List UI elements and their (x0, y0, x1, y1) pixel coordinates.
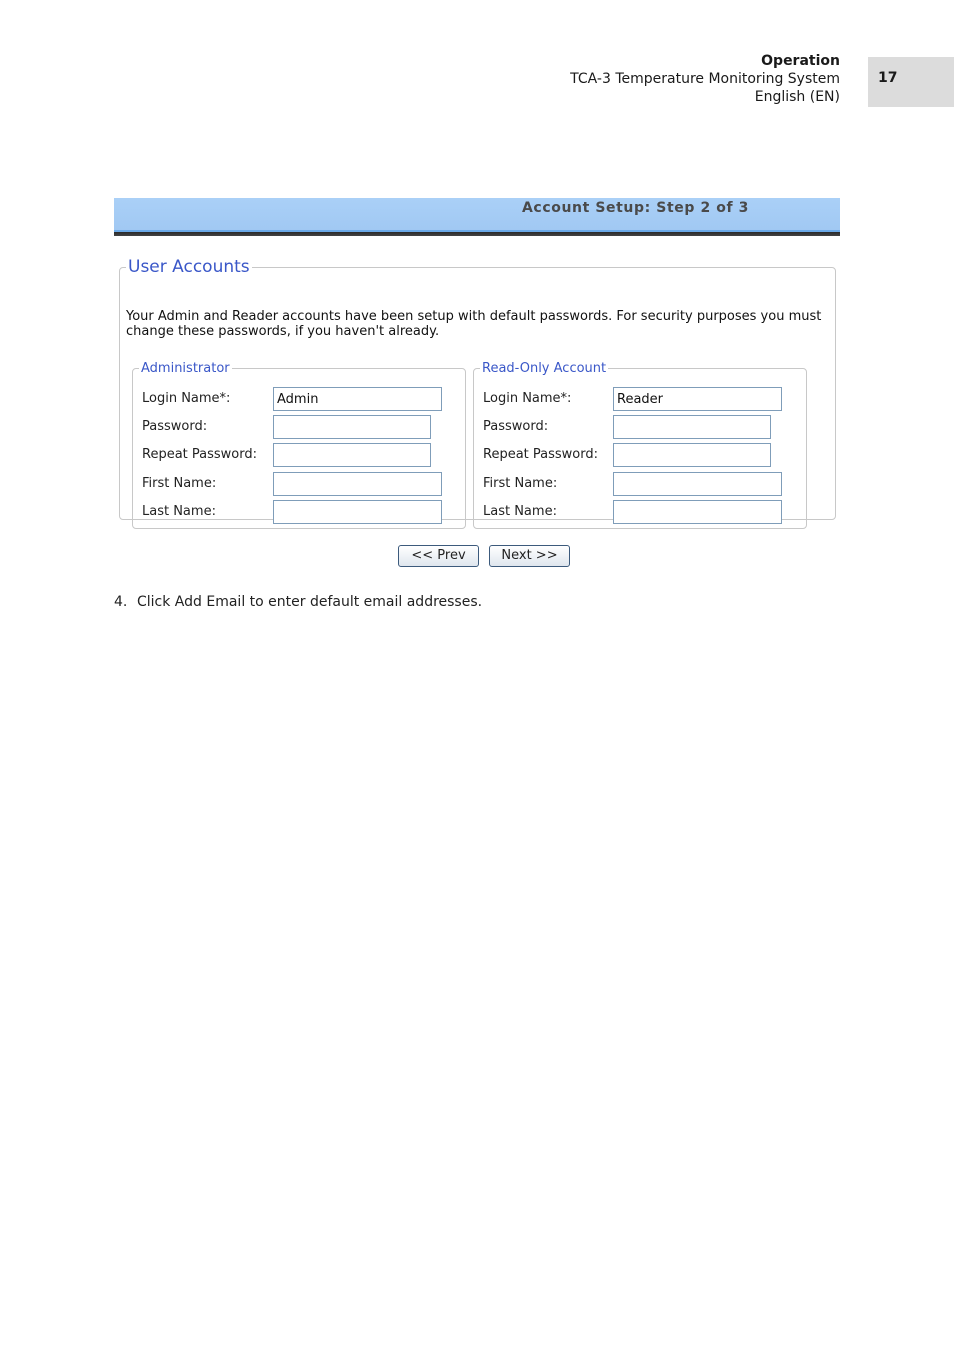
reader-last-name-label: Last Name: (483, 504, 557, 519)
section-title: Operation (761, 53, 840, 69)
next-button[interactable]: Next >> (489, 545, 570, 567)
admin-login-label: Login Name*: (142, 391, 231, 406)
admin-login-input[interactable] (273, 387, 442, 411)
administrator-panel (132, 361, 466, 529)
admin-last-name-input[interactable] (273, 500, 442, 524)
reader-password-label: Password: (483, 419, 549, 434)
language-label: English (EN) (754, 89, 840, 105)
user-accounts-legend: User Accounts (128, 257, 250, 277)
reader-password-input[interactable] (613, 415, 771, 439)
admin-repeat-password-input[interactable] (273, 443, 431, 467)
page-number: 17 (868, 57, 954, 107)
reader-login-label: Login Name*: (483, 391, 572, 406)
product-name: TCA-3 Temperature Monitoring System (570, 71, 840, 87)
admin-first-name-label: First Name: (142, 476, 217, 491)
step-number: 4. (114, 594, 128, 610)
reader-login-input[interactable] (613, 387, 782, 411)
reader-repeat-password-input[interactable] (613, 443, 771, 467)
wizard-step-title: Account Setup: Step 2 of 3 (522, 200, 749, 216)
reader-first-name-label: First Name: (483, 476, 558, 491)
read-only-legend: Read-Only Account (482, 361, 607, 376)
prev-button[interactable]: << Prev (398, 545, 479, 567)
admin-last-name-label: Last Name: (142, 504, 216, 519)
admin-repeat-password-label: Repeat Password: (142, 447, 257, 462)
read-only-panel (473, 361, 807, 529)
administrator-legend: Administrator (141, 361, 230, 376)
wizard-banner (114, 198, 840, 236)
user-accounts-panel (119, 257, 836, 520)
admin-first-name-input[interactable] (273, 472, 442, 496)
step-text: Click Add Email to enter default email addresses. (137, 594, 483, 610)
admin-password-input[interactable] (273, 415, 431, 439)
reader-last-name-input[interactable] (613, 500, 782, 524)
admin-password-label: Password: (142, 419, 208, 434)
page-header (570, 52, 840, 106)
reader-repeat-password-label: Repeat Password: (483, 447, 598, 462)
reader-first-name-input[interactable] (613, 472, 782, 496)
intro-text: Your Admin and Reader accounts have been setup with default passwords. For security purposes you must change these passwords, if you haven't already. (126, 309, 822, 339)
instruction-step (114, 594, 482, 610)
